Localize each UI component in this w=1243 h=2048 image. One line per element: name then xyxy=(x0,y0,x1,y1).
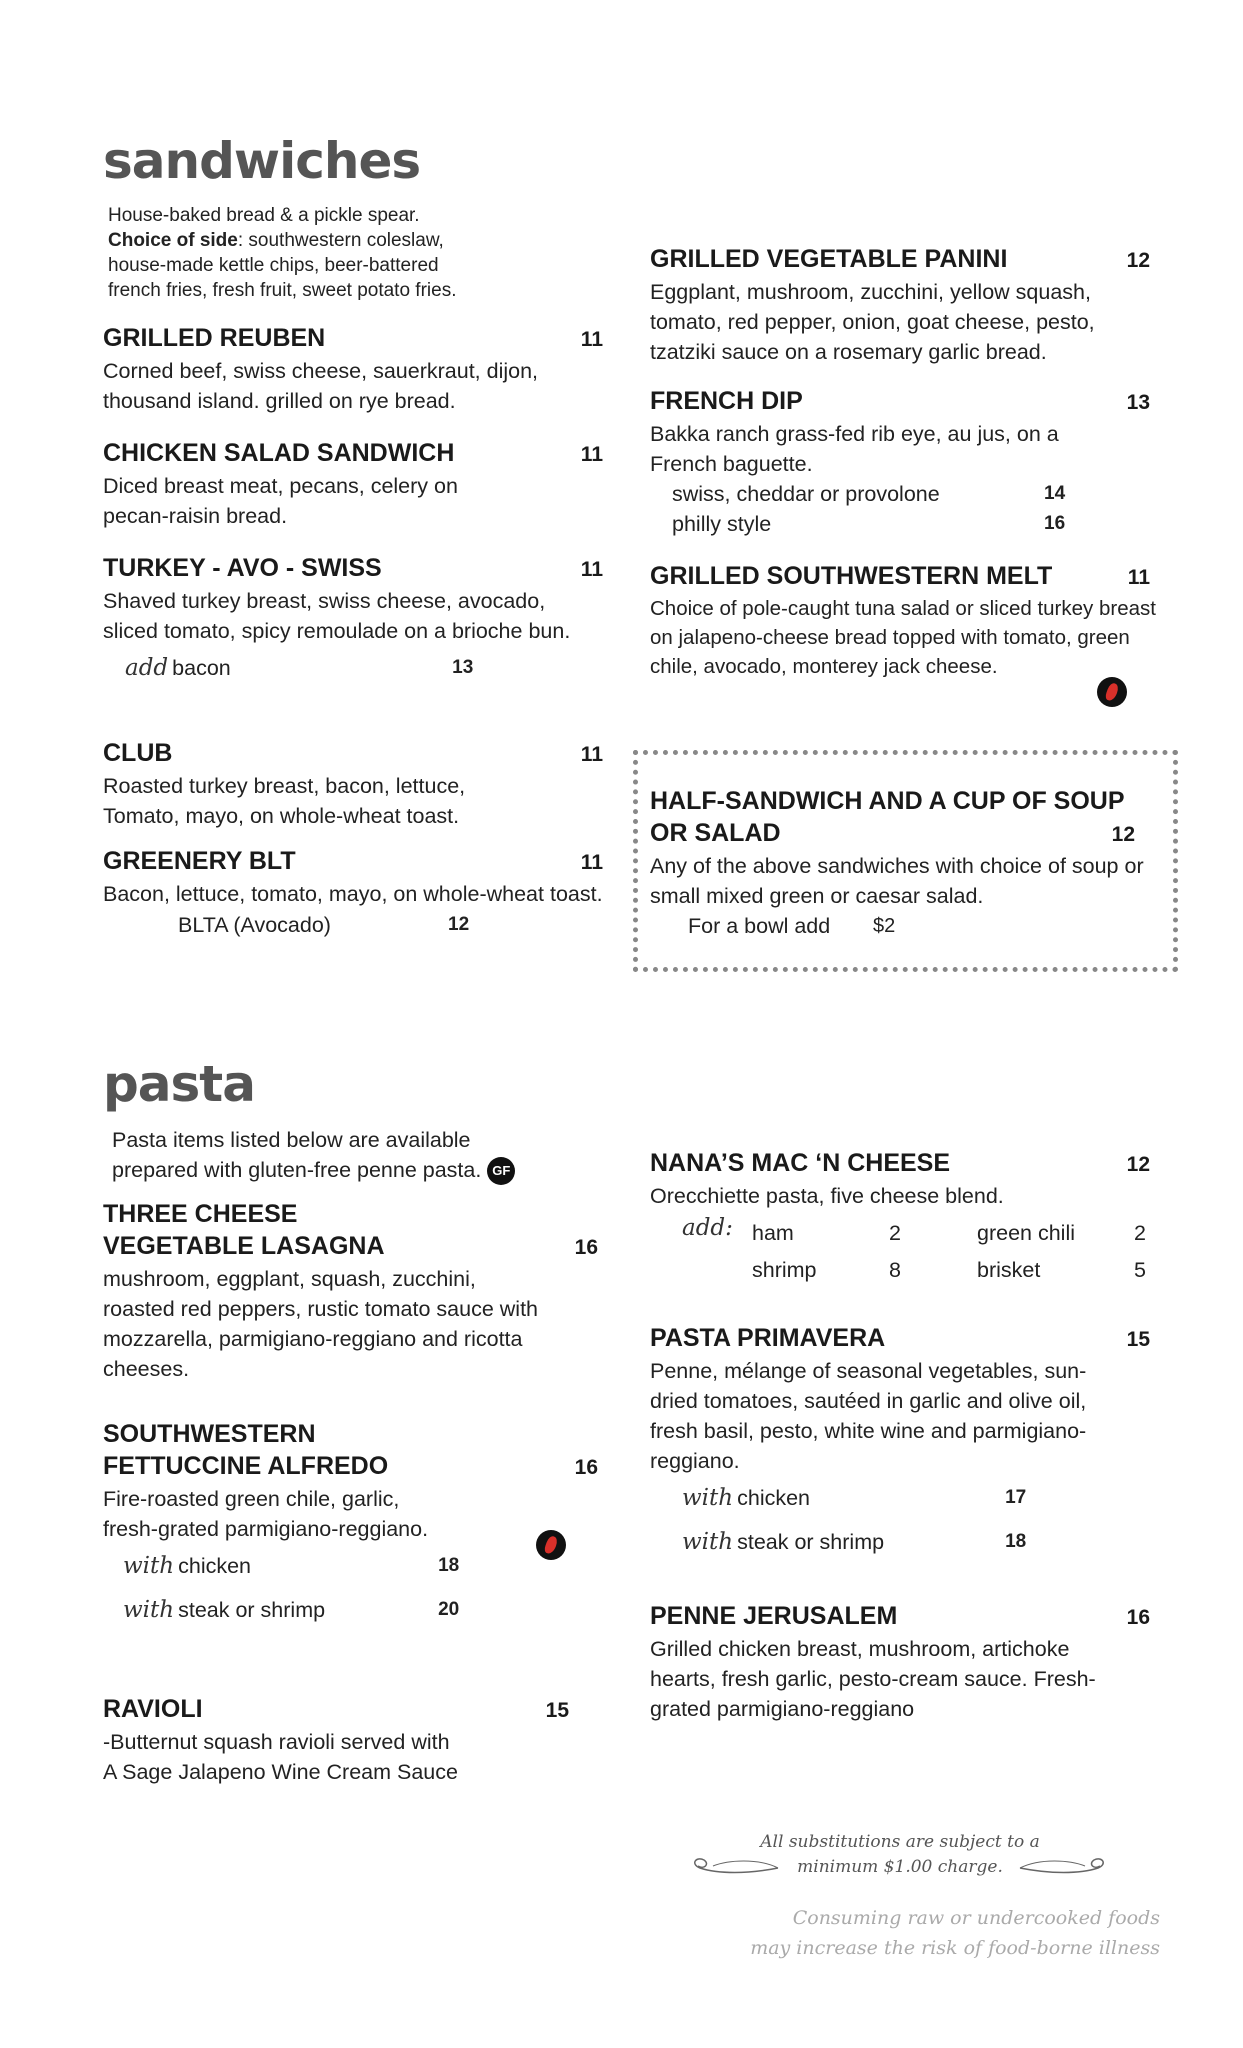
item-desc-line: A Sage Jalapeno Wine Cream Sauce xyxy=(103,1760,458,1784)
flourish-icon xyxy=(688,1848,1110,1886)
spicy-pepper-icon xyxy=(1097,677,1127,707)
addon-row xyxy=(123,1588,598,1632)
intro-line: french fries, fresh fruit, sweet potato fries. xyxy=(108,280,457,301)
item-price: 16 xyxy=(1126,1606,1150,1629)
addon-row xyxy=(688,911,1150,941)
sandwiches-intro xyxy=(108,203,528,303)
item-name: GRILLED SOUTHWESTERN MELT xyxy=(650,562,1053,590)
with-word: with xyxy=(123,1553,175,1579)
intro-line: House-baked bread & a pickle spear. xyxy=(108,205,420,226)
item-desc-line: Fire-roasted green chile, garlic, xyxy=(103,1487,400,1511)
addon-price: 12 xyxy=(448,914,470,935)
addon-price: $2 xyxy=(873,915,896,937)
item-desc: Penne, mélange of seasonal vegetables, sun-dried tomatoes, sautéed in garlic and olive oil, fresh basil, pesto, white wine and parmigiano-reggiano. xyxy=(650,1359,1087,1473)
item-price: 11 xyxy=(580,851,603,874)
item-price: 15 xyxy=(545,1699,569,1722)
item-name: CLUB xyxy=(103,739,173,767)
item-name: VEGETABLE LASAGNA xyxy=(103,1232,385,1260)
with-word: with xyxy=(682,1529,734,1555)
intro-line xyxy=(108,228,528,253)
item-name: GRILLED VEGETABLE PANINI xyxy=(650,245,1008,273)
item-name: GREENERY BLT xyxy=(103,847,296,875)
item-name: OR SALAD xyxy=(650,819,781,847)
side-label: Choice of side xyxy=(108,230,238,251)
with-word: with xyxy=(123,1597,175,1623)
addon-row xyxy=(752,1252,1146,1289)
addon-price: 2 xyxy=(889,1221,901,1245)
item-name: FRENCH DIP xyxy=(650,387,803,415)
addon-price: 16 xyxy=(1044,513,1066,534)
addon-name: steak or shrimp xyxy=(178,1598,326,1622)
addon-price: 5 xyxy=(1134,1258,1146,1282)
warning-line: may increase the risk of food-borne illness xyxy=(750,1937,1160,1959)
item-desc: Orecchiette pasta, five cheese blend. xyxy=(650,1184,1004,1208)
item-price: 11 xyxy=(580,328,603,351)
menu-item-ravioli xyxy=(103,1693,569,1787)
item-price: 13 xyxy=(1126,391,1150,414)
item-desc: Eggplant, mushroom, zucchini, yellow squash, tomato, red pepper, onion, goat cheese, pesto, tzatziki sauce on a rosemary garlic bread. xyxy=(650,280,1095,364)
addon-name: For a bowl add xyxy=(688,914,831,938)
addon-name: brisket xyxy=(977,1258,1041,1282)
addon-price: 17 xyxy=(1005,1487,1027,1508)
item-price: 11 xyxy=(1127,566,1150,589)
pasta-intro xyxy=(112,1125,515,1185)
addon-price: 18 xyxy=(1005,1531,1027,1552)
menu-item-reuben xyxy=(103,322,603,416)
intro-text: prepared with gluten-free penne pasta. xyxy=(112,1158,482,1182)
item-desc-line: fresh-grated parmigiano-reggiano. xyxy=(103,1517,429,1541)
intro-line xyxy=(112,1155,515,1185)
gluten-free-icon: GF xyxy=(487,1157,515,1185)
menu-item-turkey xyxy=(103,552,603,684)
addon-price: 2 xyxy=(1134,1221,1146,1245)
addon-row xyxy=(125,652,603,684)
item-desc: Grilled chicken breast, mushroom, artichoke hearts, fresh garlic, pesto-cream sauce. Fresh-grated parmigiano-reggiano xyxy=(650,1637,1096,1721)
item-price: 11 xyxy=(580,743,603,766)
item-desc: Roasted turkey breast, bacon, lettuce, Tomato, mayo, on whole-wheat toast. xyxy=(103,774,466,828)
item-name: PASTA PRIMAVERA xyxy=(650,1324,886,1352)
add-word: add: xyxy=(682,1215,733,1241)
item-name: TURKEY - AVO - SWISS xyxy=(103,554,382,582)
addon-row xyxy=(752,1215,1146,1252)
addon-name: chicken xyxy=(737,1486,811,1510)
item-desc: Shaved turkey breast, swiss cheese, avocado, sliced tomato, spicy remoulade on a brioche bun. xyxy=(103,589,571,643)
addon-row xyxy=(682,1520,1150,1564)
addon-price: 20 xyxy=(438,1599,460,1620)
addon-row xyxy=(672,479,1150,509)
item-name: SOUTHWESTERN xyxy=(103,1420,316,1448)
menu-item-primavera xyxy=(650,1322,1150,1564)
menu-item-panini xyxy=(650,243,1150,367)
notice-line: minimum $1.00 charge. xyxy=(797,1857,1003,1877)
addon-price: 14 xyxy=(1044,483,1066,504)
item-desc: Diced breast meat, pecans, celery on pecan-raisin bread. xyxy=(103,474,458,528)
item-price: 11 xyxy=(580,558,603,581)
item-name: NANA’S MAC ‘N CHEESE xyxy=(650,1149,951,1177)
item-desc: Bakka ranch grass-fed rib eye, au jus, on a French baguette. xyxy=(650,422,1059,476)
add-word: add xyxy=(125,655,169,681)
item-name: RAVIOLI xyxy=(103,1695,203,1723)
notice-line: All substitutions are subject to a xyxy=(760,1832,1040,1852)
menu-item-french-dip xyxy=(650,385,1150,539)
addon-name: philly style xyxy=(672,512,772,536)
item-price: 16 xyxy=(574,1456,598,1479)
item-name: GRILLED REUBEN xyxy=(103,324,326,352)
item-name: FETTUCCINE ALFREDO xyxy=(103,1452,389,1480)
addon-price: 13 xyxy=(452,657,474,678)
menu-item-sw-melt xyxy=(650,560,1156,681)
addon-price: 18 xyxy=(438,1555,460,1576)
side-text: : southwestern coleslaw, xyxy=(237,230,444,251)
mac-addons xyxy=(682,1215,1150,1289)
addon-name: green chili xyxy=(977,1221,1075,1245)
addon-name: ham xyxy=(752,1221,794,1245)
item-price: 16 xyxy=(574,1236,598,1259)
menu-item-half-sandwich xyxy=(650,785,1150,941)
menu-item-blt xyxy=(103,845,603,941)
addon-row xyxy=(123,1544,598,1588)
addon-name: steak or shrimp xyxy=(737,1530,885,1554)
menu-item-alfredo xyxy=(103,1418,598,1632)
addon-price: 8 xyxy=(889,1258,901,1282)
item-desc: mushroom, eggplant, squash, zucchini, roasted red peppers, rustic tomato sauce with mozzarella, parmigiano-reggiano and ricotta cheeses. xyxy=(103,1267,538,1381)
menu-item-lasagna xyxy=(103,1198,598,1384)
addon-name: shrimp xyxy=(752,1258,817,1282)
item-price: 12 xyxy=(1111,823,1135,846)
addon-name: chicken xyxy=(178,1554,252,1578)
item-name: HALF-SANDWICH AND A CUP OF SOUP xyxy=(650,787,1125,815)
item-name: PENNE JERUSALEM xyxy=(650,1602,898,1630)
item-name: CHICKEN SALAD SANDWICH xyxy=(103,439,455,467)
warning-line: Consuming raw or undercooked foods xyxy=(792,1907,1160,1929)
item-price: 12 xyxy=(1126,1153,1150,1176)
intro-line: house-made kettle chips, beer-battered xyxy=(108,255,439,276)
item-name: THREE CHEESE xyxy=(103,1200,298,1228)
item-price: 12 xyxy=(1126,249,1150,272)
menu-item-club xyxy=(103,737,603,831)
item-desc: Corned beef, swiss cheese, sauerkraut, dijon, thousand island. grilled on rye bread. xyxy=(103,359,539,413)
addon-grid xyxy=(752,1215,1146,1289)
spicy-pepper-icon xyxy=(536,1530,566,1560)
food-warning xyxy=(700,1903,1160,1963)
menu-item-chicken-salad xyxy=(103,437,603,531)
addon-name: BLTA (Avocado) xyxy=(178,913,331,937)
item-desc: Choice of pole-caught tuna salad or sliced turkey breast on jalapeno-cheese bread topped with tomato, green chile, avocado, monterey jack cheese. xyxy=(650,597,1156,678)
addon-name: bacon xyxy=(172,656,231,680)
addon-row xyxy=(682,1476,1150,1520)
item-price: 15 xyxy=(1126,1328,1150,1351)
item-desc-line: -Butternut squash ravioli served with xyxy=(103,1730,450,1754)
menu-item-mac xyxy=(650,1147,1150,1289)
item-desc: Any of the above sandwiches with choice of soup or small mixed green or caesar salad. xyxy=(650,854,1144,908)
addon-row xyxy=(178,909,603,941)
item-price: 11 xyxy=(580,443,603,466)
menu-item-jerusalem xyxy=(650,1600,1150,1724)
sandwiches-title: sandwiches xyxy=(103,132,421,190)
pasta-title: pasta xyxy=(103,1055,255,1113)
addon-name: swiss, cheddar or provolone xyxy=(672,482,940,506)
with-word: with xyxy=(682,1485,734,1511)
intro-line: Pasta items listed below are available xyxy=(112,1128,471,1152)
addon-row xyxy=(672,509,1150,539)
item-desc: Bacon, lettuce, tomato, mayo, on whole-wheat toast. xyxy=(103,882,603,906)
